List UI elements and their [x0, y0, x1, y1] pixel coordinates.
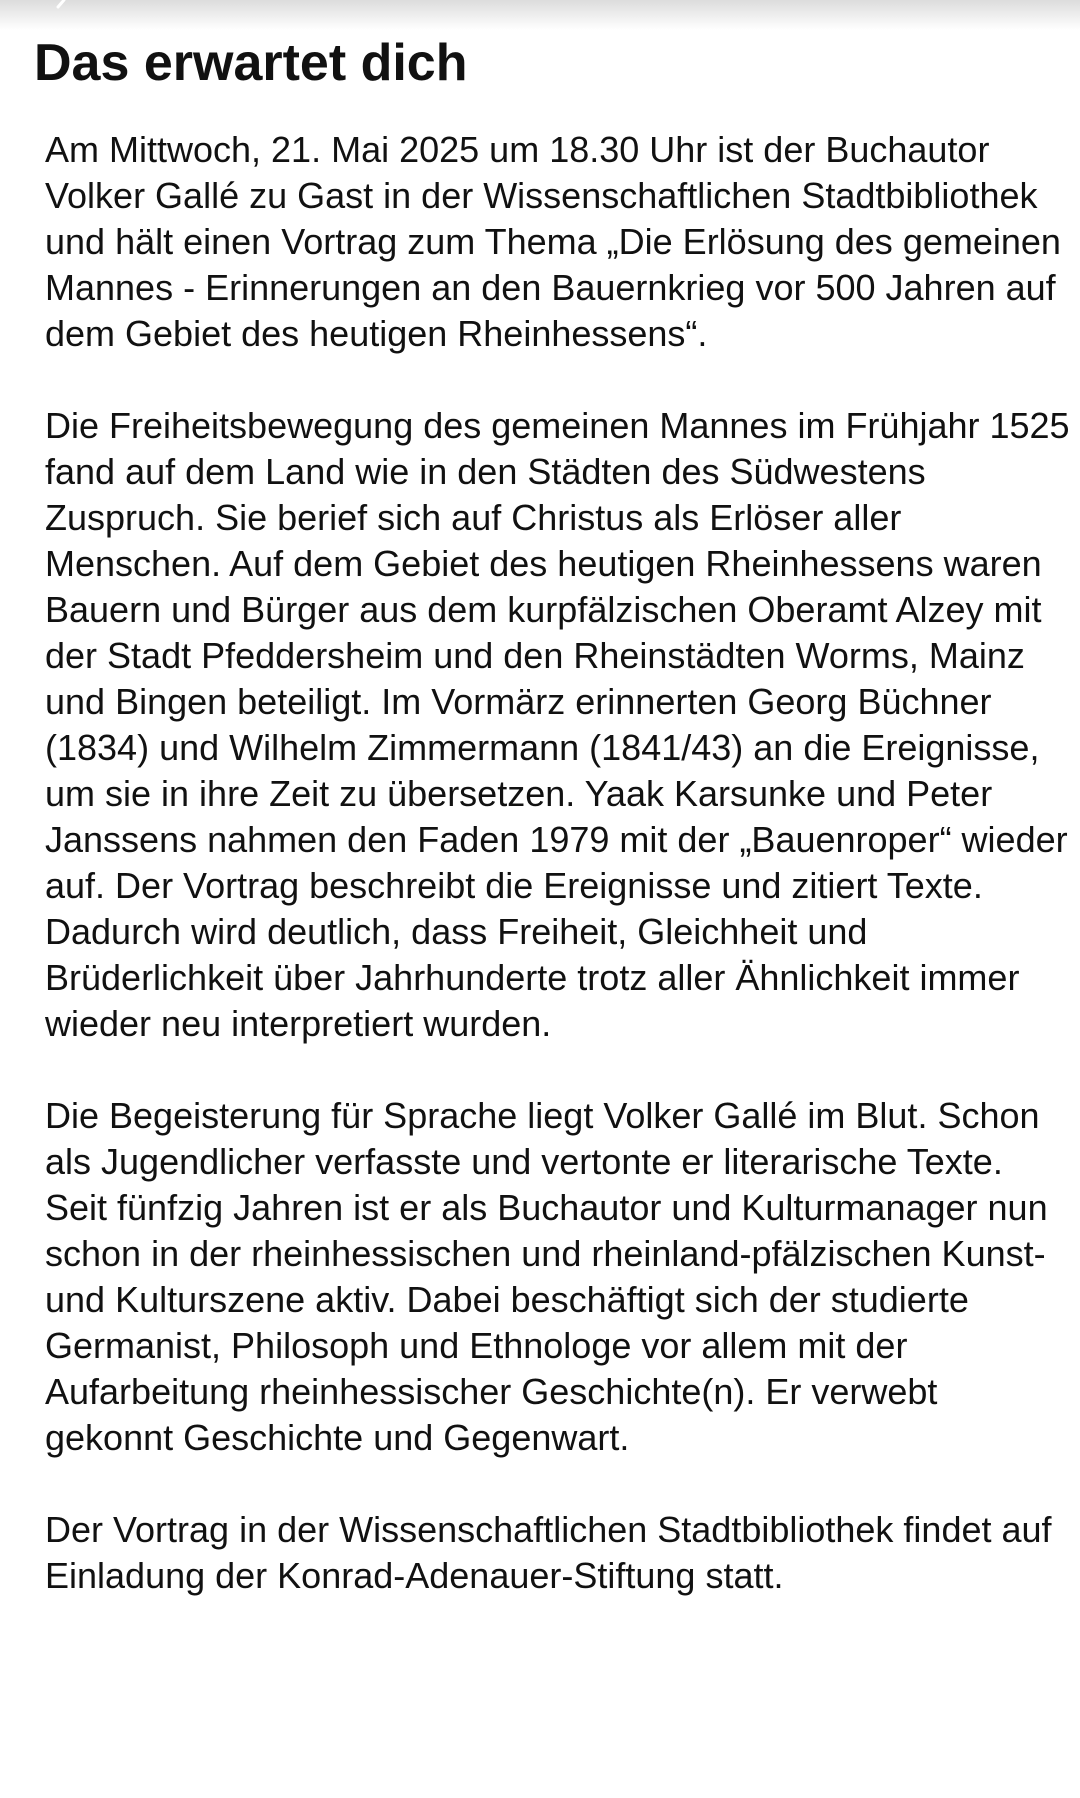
paragraph-history: Die Freiheitsbewegung des gemeinen Mannes im Frühjahr 1525 fand auf dem Land wie in den Städten des Südwestens Zuspruch. Sie berief sich auf Christus als Erlöser aller Menschen. Auf dem Gebiet des heutigen Rheinhessens waren Bauern und Bürger aus dem kurpfälzischen Oberamt Alzey mit der Stadt Pfeddersheim und den Rheinstädten Worms, Mainz und Bingen beteiligt. Im Vormärz erinnerten Georg Büchner (1834) und Wilhelm Zimmermann (1841/43) an die Ereignisse, um sie in ihre Zeit zu übersetzen. Yaak Karsunke und Peter Janssens nahmen den Faden 1979 mit der „Bauenroper“ wieder auf. Der Vortrag beschreibt die Ereignisse und zitiert Texte. Dadurch wird deutlich, dass Freiheit, Gleichheit und Brüderlichkeit über Jahrhunderte trotz aller Ähnlichkeit immer wieder neu interpretiert wurden. — [45, 405, 1070, 1044]
top-bar-shadow — [0, 0, 1080, 30]
event-description — [45, 127, 1070, 1645]
paragraph-intro: Am Mittwoch, 21. Mai 2025 um 18.30 Uhr ist der Buchautor Volker Gallé zu Gast in der Wissenschaftlichen Stadtbibliothek und hält einen Vortrag zum Thema „Die Erlösung des gemeinen Mannes - Erinnerungen an den Bauernkrieg vor 500 Jahren auf dem Gebiet des heutigen Rheinhessens“. — [45, 129, 1061, 354]
paragraph-invitation: Der Vortrag in der Wissenschaftlichen Stadtbibliothek findet auf Einladung der Konrad-Adenauer-Stiftung statt. — [45, 1509, 1052, 1596]
page-title: Das erwartet dich — [34, 34, 468, 92]
paragraph-author: Die Begeisterung für Sprache liegt Volker Gallé im Blut. Schon als Jugendlicher verfasste und vertonte er literarische Texte. Seit fünfzig Jahren ist er als Buchautor und Kulturmanager nun schon in der rheinhessischen und rheinland-pfälzischen Kunst- und Kulturszene aktiv. Dabei beschäftigt sich der studierte Germanist, Philosoph und Ethnologe vor allem mit der Aufarbeitung rheinhessischer Geschichte(n). Er verwebt gekonnt Geschichte und Gegenwart. — [45, 1095, 1048, 1458]
chevron-left-icon[interactable] — [56, 0, 78, 14]
